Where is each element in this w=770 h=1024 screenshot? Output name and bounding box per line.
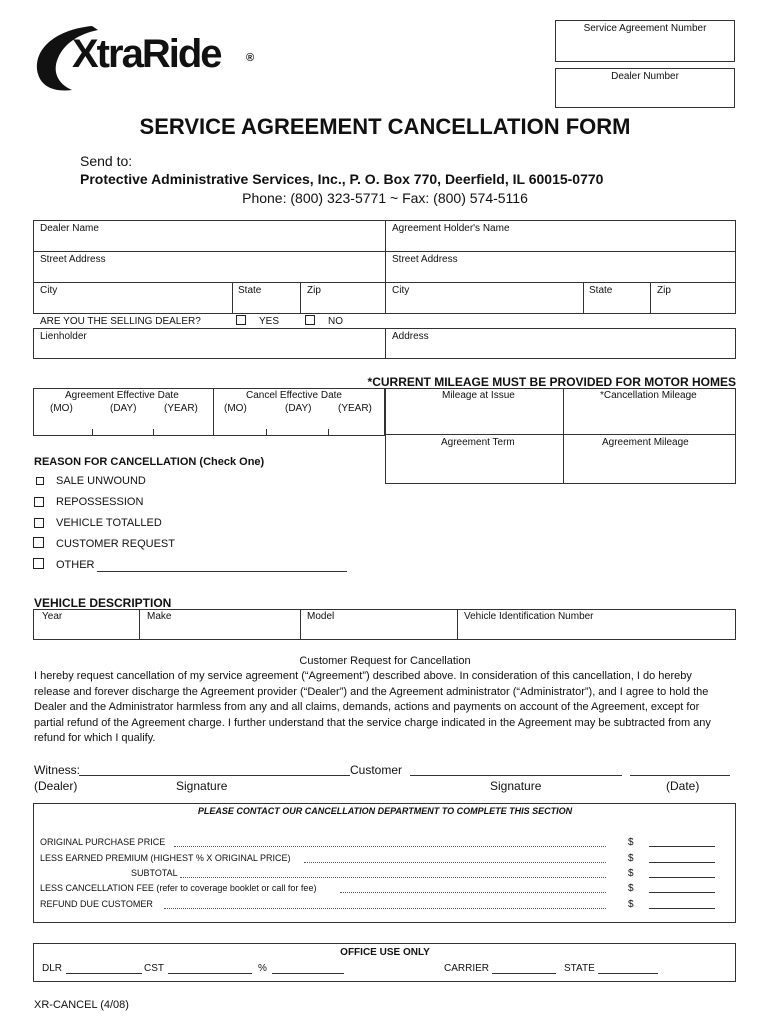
form-code: XR-CANCEL (4/08) xyxy=(34,999,129,1011)
yes-label: YES xyxy=(259,316,280,327)
release-line: I hereby request cancellation of my service agreement (“Agreement”) described above. In consideration of this cancellation, I do hereby xyxy=(34,670,692,682)
release-line: refund for which I qualify. xyxy=(34,732,156,744)
dlr-label: DLR xyxy=(42,963,63,974)
send-to-address: Protective Administrative Services, Inc., P. O. Box 770, Deerfield, IL 60015-0770 xyxy=(80,171,604,187)
customer-request-checkbox[interactable] xyxy=(33,537,44,548)
holder-street-address-field[interactable]: Street Address xyxy=(392,254,458,265)
cst-input[interactable] xyxy=(168,973,252,974)
cancel-day-label: (DAY) xyxy=(285,403,312,414)
less-earned-premium-input[interactable] xyxy=(649,862,715,863)
effective-year-label: (YEAR) xyxy=(164,403,198,414)
signature-left-label: Signature xyxy=(176,779,228,793)
lienholder-field[interactable]: Lienholder xyxy=(40,331,87,342)
agreement-effective-date-label: Agreement Effective Date xyxy=(65,390,179,401)
percent-label: % xyxy=(258,963,267,974)
yes-checkbox[interactable] xyxy=(236,315,246,325)
dealer-name-field[interactable]: Dealer Name xyxy=(40,223,99,234)
selling-dealer-question: ARE YOU THE SELLING DEALER? xyxy=(40,316,201,327)
mileage-box xyxy=(385,388,736,484)
cancel-date-input[interactable] xyxy=(266,429,267,435)
vehicle-totalled-checkbox[interactable] xyxy=(34,518,44,528)
holder-zip-field[interactable]: Zip xyxy=(657,285,671,296)
witness-label: Witness: xyxy=(34,763,81,777)
mileage-note: *CURRENT MILEAGE MUST BE PROVIDED FOR MOTOR HOMES xyxy=(367,375,736,389)
release-line: partial refund of the Agreement charge. I further understand that the service charge indicated in the Agreement may be subtracted from any xyxy=(34,716,711,729)
cancellation-dept-header: PLEASE CONTACT OUR CANCELLATION DEPARTMENT TO COMPLETE THIS SECTION xyxy=(197,806,573,816)
vehicle-model-field[interactable]: Model xyxy=(307,611,335,622)
other-label: OTHER xyxy=(56,559,95,571)
release-line: Dealer and the Administrator harmless from any and all claims, demands, actions and payments on account of the Agreement, except for xyxy=(34,701,700,713)
dealer-street-address-field[interactable]: Street Address xyxy=(40,254,106,265)
vehicle-title: VEHICLE DESCRIPTION xyxy=(34,596,172,610)
state-input[interactable] xyxy=(598,973,658,974)
holder-state-field[interactable]: State xyxy=(589,285,613,296)
effective-mo-label: (MO) xyxy=(50,403,73,414)
currency-sign: $ xyxy=(628,899,634,910)
other-checkbox[interactable] xyxy=(33,558,44,569)
form-title: SERVICE AGREEMENT CANCELLATION FORM xyxy=(139,114,631,139)
subtotal-label: SUBTOTAL xyxy=(131,868,178,878)
cancel-mo-label: (MO) xyxy=(224,403,247,414)
percent-input[interactable] xyxy=(272,973,344,974)
mileage-at-issue-field[interactable]: Mileage at Issue xyxy=(442,390,515,401)
dealer-zip-field[interactable]: Zip xyxy=(307,285,321,296)
vehicle-totalled-label: VEHICLE TOTALLED xyxy=(56,517,162,529)
cancellation-fee-label: LESS CANCELLATION FEE (refer to coverage booklet or call for fee) xyxy=(40,883,317,893)
logo xyxy=(32,22,262,94)
date-label: (Date) xyxy=(666,779,700,793)
cancellation-mileage-field[interactable]: *Cancellation Mileage xyxy=(600,390,697,401)
logo-text: XtraRide xyxy=(72,32,221,76)
agreement-term-field[interactable]: Agreement Term xyxy=(441,437,515,448)
signature-right-label: Signature xyxy=(490,779,542,793)
dealer-number-box[interactable] xyxy=(555,68,735,108)
customer-request-title: Customer Request for Cancellation xyxy=(299,655,471,667)
reason-title: REASON FOR CANCELLATION (Check One) xyxy=(34,456,265,468)
agreement-mileage-field[interactable]: Agreement Mileage xyxy=(602,437,689,448)
service-agreement-number-label: Service Agreement Number xyxy=(583,23,707,34)
release-line: release and forever discharge the Agreement provider (“Dealer”) and the Agreement administrator (“Administrator”), and I agree to hold the xyxy=(34,685,709,698)
vehicle-make-field[interactable]: Make xyxy=(147,611,172,622)
state-label: STATE xyxy=(564,963,595,974)
refund-due-label: REFUND DUE CUSTOMER xyxy=(40,899,153,909)
customer-request-label: CUSTOMER REQUEST xyxy=(56,538,175,550)
currency-sign: $ xyxy=(628,868,634,879)
address-field[interactable]: Address xyxy=(392,331,429,342)
repossession-label: REPOSSESSION xyxy=(56,496,144,508)
original-purchase-price-input[interactable] xyxy=(649,846,715,847)
other-input-line[interactable] xyxy=(97,571,347,572)
dealer-city-field[interactable]: City xyxy=(40,285,58,296)
dealer-sig-label: (Dealer) xyxy=(34,779,78,793)
cancel-effective-date-label: Cancel Effective Date xyxy=(246,390,342,401)
service-agreement-number-box[interactable] xyxy=(555,20,735,62)
sale-unwound-label: SALE UNWOUND xyxy=(56,475,146,487)
vehicle-year-field[interactable]: Year xyxy=(42,611,63,622)
dealer-state-field[interactable]: State xyxy=(238,285,262,296)
release-text xyxy=(34,669,738,747)
no-checkbox[interactable] xyxy=(305,315,315,325)
no-label: NO xyxy=(328,316,343,327)
cancellation-fee-input[interactable] xyxy=(649,892,715,893)
effective-date-input[interactable] xyxy=(92,429,93,435)
phone-fax: Phone: (800) 323-5771 ~ Fax: (800) 574-5116 xyxy=(242,190,528,206)
witness-signature-line[interactable] xyxy=(79,775,350,776)
dealer-number-label: Dealer Number xyxy=(611,71,679,82)
registered-mark: ® xyxy=(246,52,255,64)
dlr-input[interactable] xyxy=(66,973,142,974)
date-line[interactable] xyxy=(630,775,730,776)
sale-unwound-checkbox[interactable] xyxy=(36,477,44,485)
refund-due-input[interactable] xyxy=(649,908,715,909)
currency-sign: $ xyxy=(628,883,634,894)
customer-signature-line[interactable] xyxy=(410,775,622,776)
cancel-year-label: (YEAR) xyxy=(338,403,372,414)
subtotal-input[interactable] xyxy=(649,877,715,878)
effective-day-label: (DAY) xyxy=(110,403,137,414)
less-earned-premium-label: LESS EARNED PREMIUM (HIGHEST % X ORIGINAL PRICE) xyxy=(40,853,291,863)
currency-sign: $ xyxy=(628,853,634,864)
carrier-input[interactable] xyxy=(492,973,556,974)
agreement-holder-name-field[interactable]: Agreement Holder's Name xyxy=(392,223,510,234)
vin-field[interactable]: Vehicle Identification Number xyxy=(464,611,594,622)
office-use-title: OFFICE USE ONLY xyxy=(340,947,430,958)
holder-city-field[interactable]: City xyxy=(392,285,410,296)
currency-sign: $ xyxy=(628,837,634,848)
cst-label: CST xyxy=(144,963,164,974)
customer-label: Customer xyxy=(350,763,403,777)
original-purchase-price-label: ORIGINAL PURCHASE PRICE xyxy=(40,837,166,847)
repossession-checkbox[interactable] xyxy=(34,497,44,507)
send-to-label: Send to: xyxy=(80,153,133,169)
carrier-label: CARRIER xyxy=(444,963,490,974)
